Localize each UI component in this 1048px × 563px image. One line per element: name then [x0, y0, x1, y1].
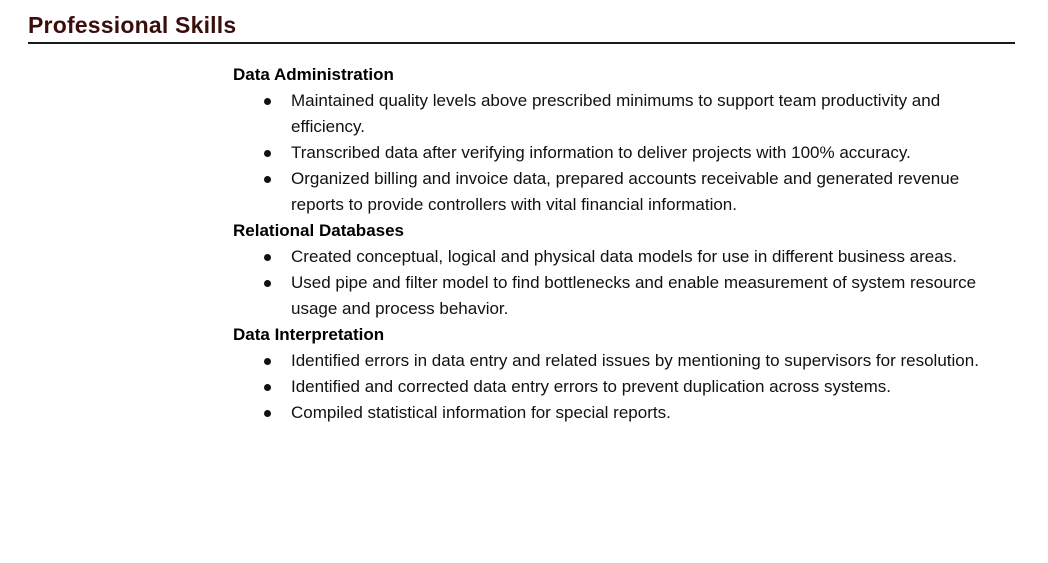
bullet-text: Created conceptual, logical and physical data models for use in different business areas.: [291, 247, 957, 266]
document-page: [0, 11, 1048, 563]
bullet-text: Compiled statistical information for special reports.: [291, 403, 671, 422]
bullet-dot-icon: [264, 358, 271, 365]
bullet-list: [233, 88, 1008, 218]
bullet-dot-icon: [264, 150, 271, 157]
skills-section-data-interpretation: [233, 322, 1008, 426]
bullet-item: [233, 348, 1008, 374]
bullet-text: Maintained quality levels above prescribed minimums to support team productivity and efficiency.: [291, 91, 941, 136]
bullet-list: [233, 244, 1008, 322]
bullet-text: Identified errors in data entry and related issues by mentioning to supervisors for resolution.: [291, 351, 979, 370]
skills-section-relational-databases: [233, 218, 1008, 322]
bullet-item: [233, 140, 1008, 166]
bullet-item: [233, 374, 1008, 400]
bullet-item: [233, 270, 1008, 322]
section-heading: Data Administration: [233, 65, 394, 84]
bullet-text: Transcribed data after verifying information to deliver projects with 100% accuracy.: [291, 143, 911, 162]
bullet-item: [233, 88, 1008, 140]
skills-section-data-administration: [233, 62, 1008, 218]
bullet-text: Used pipe and filter model to find bottlenecks and enable measurement of system resource usage and process behavior.: [291, 273, 977, 318]
skills-content: [233, 62, 1008, 426]
bullet-dot-icon: [264, 176, 271, 183]
bullet-list: [233, 348, 1008, 426]
bullet-dot-icon: [264, 280, 271, 287]
bullet-item: [233, 244, 1008, 270]
title-underline-rule: [28, 42, 1015, 44]
bullet-dot-icon: [264, 98, 271, 105]
bullet-text: Identified and corrected data entry errors to prevent duplication across systems.: [291, 377, 892, 396]
bullet-item: [233, 166, 1008, 218]
page-title: Professional Skills: [28, 12, 237, 38]
bullet-dot-icon: [264, 384, 271, 391]
bullet-item: [233, 400, 1008, 426]
bullet-dot-icon: [264, 254, 271, 261]
bullet-text: Organized billing and invoice data, prepared accounts receivable and generated revenue reports to provide controllers with vital financial information.: [291, 169, 960, 214]
bullet-dot-icon: [264, 410, 271, 417]
section-heading: Relational Databases: [233, 221, 405, 240]
section-heading: Data Interpretation: [233, 325, 385, 344]
